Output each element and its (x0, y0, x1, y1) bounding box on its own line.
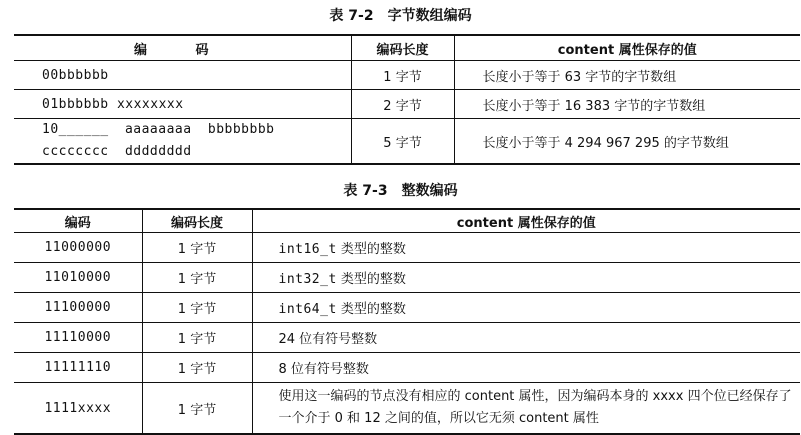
table-7-2-caption-title: 字节数组编码 (387, 8, 472, 24)
value-text: 类型的整数 (336, 272, 406, 287)
value-cell: 长度小于等于 4 294 967 295 的字节数组 (482, 135, 729, 151)
value-cell (252, 263, 800, 293)
value-cell: 长度小于等于 63 字节的字节数组 (454, 61, 800, 90)
table-row (14, 119, 800, 165)
encoding-cell: 11010000 (14, 263, 142, 293)
table-row (14, 293, 800, 323)
header-encoding-length: 编码长度 (142, 209, 252, 233)
table-row (14, 323, 800, 353)
length-cell: 1 字节 (142, 353, 252, 383)
value-text: 类型的整数 (336, 242, 406, 257)
length-cell: 2 字节 (351, 90, 454, 119)
value-cell: 长度小于等于 16 383 字节的字节数组 (454, 90, 800, 119)
value-text: 类型的整数 (336, 302, 406, 317)
length-cell: 1 字节 (142, 323, 252, 353)
value-cell: 8 位有符号整数 (252, 353, 800, 383)
table-row (14, 90, 800, 119)
table-7-2-caption-number: 表 7-2 (329, 8, 374, 24)
encoding-cell: 01bbbbbb xxxxxxxx (14, 90, 351, 119)
length-cell: 5 字节 (351, 119, 454, 165)
table-row (14, 263, 800, 293)
table-row (14, 61, 800, 90)
table-row (14, 383, 800, 435)
integer-encoding-table (14, 208, 800, 435)
value-text: 使用这一编码的节点没有相应的 content 属性，因为编码本身的 xxxx 四个位已经保存了一个介于 0 和 12 之间的值，所以它无须 content 属性 (278, 389, 792, 426)
table-7-3-caption (0, 181, 801, 201)
length-cell: 1 字节 (142, 383, 252, 435)
value-code: int64_t (278, 302, 337, 317)
length-cell: 1 字节 (142, 293, 252, 323)
header-encoding: 编码 (14, 209, 142, 233)
table-7-3-caption-number: 表 7-3 (343, 183, 388, 199)
header-content-value: content 属性保存的值 (252, 209, 800, 233)
table-row (14, 233, 800, 263)
value-code: int32_t (278, 272, 337, 287)
encoding-cell: 11000000 (14, 233, 142, 263)
encoding-cell: 10______ aaaaaaaa bbbbbbbb cccccccc dddddddd (42, 122, 275, 159)
encoding-cell: 00bbbbbb (14, 61, 351, 90)
header-encoding-length: 编码长度 (351, 35, 454, 61)
length-cell: 1 字节 (142, 263, 252, 293)
value-cell (252, 233, 800, 263)
value-code: int16_t (278, 242, 337, 257)
encoding-cell: 11110000 (14, 323, 142, 353)
encoding-cell: 11100000 (14, 293, 142, 323)
table-row (14, 353, 800, 383)
encoding-cell: 11111110 (14, 353, 142, 383)
value-cell (252, 293, 800, 323)
length-cell: 1 字节 (351, 61, 454, 90)
table-7-2-caption (0, 6, 801, 26)
table-header-row (14, 35, 800, 61)
header-encoding: 编 码 (14, 35, 351, 61)
value-cell (252, 383, 800, 435)
table-7-3-caption-title: 整数编码 (401, 183, 458, 199)
length-cell: 1 字节 (142, 233, 252, 263)
table-header-row (14, 209, 800, 233)
value-cell: 24 位有符号整数 (252, 323, 800, 353)
encoding-cell: 1111xxxx (44, 400, 112, 416)
byte-array-encoding-table (14, 34, 800, 165)
header-content-value: content 属性保存的值 (454, 35, 800, 61)
